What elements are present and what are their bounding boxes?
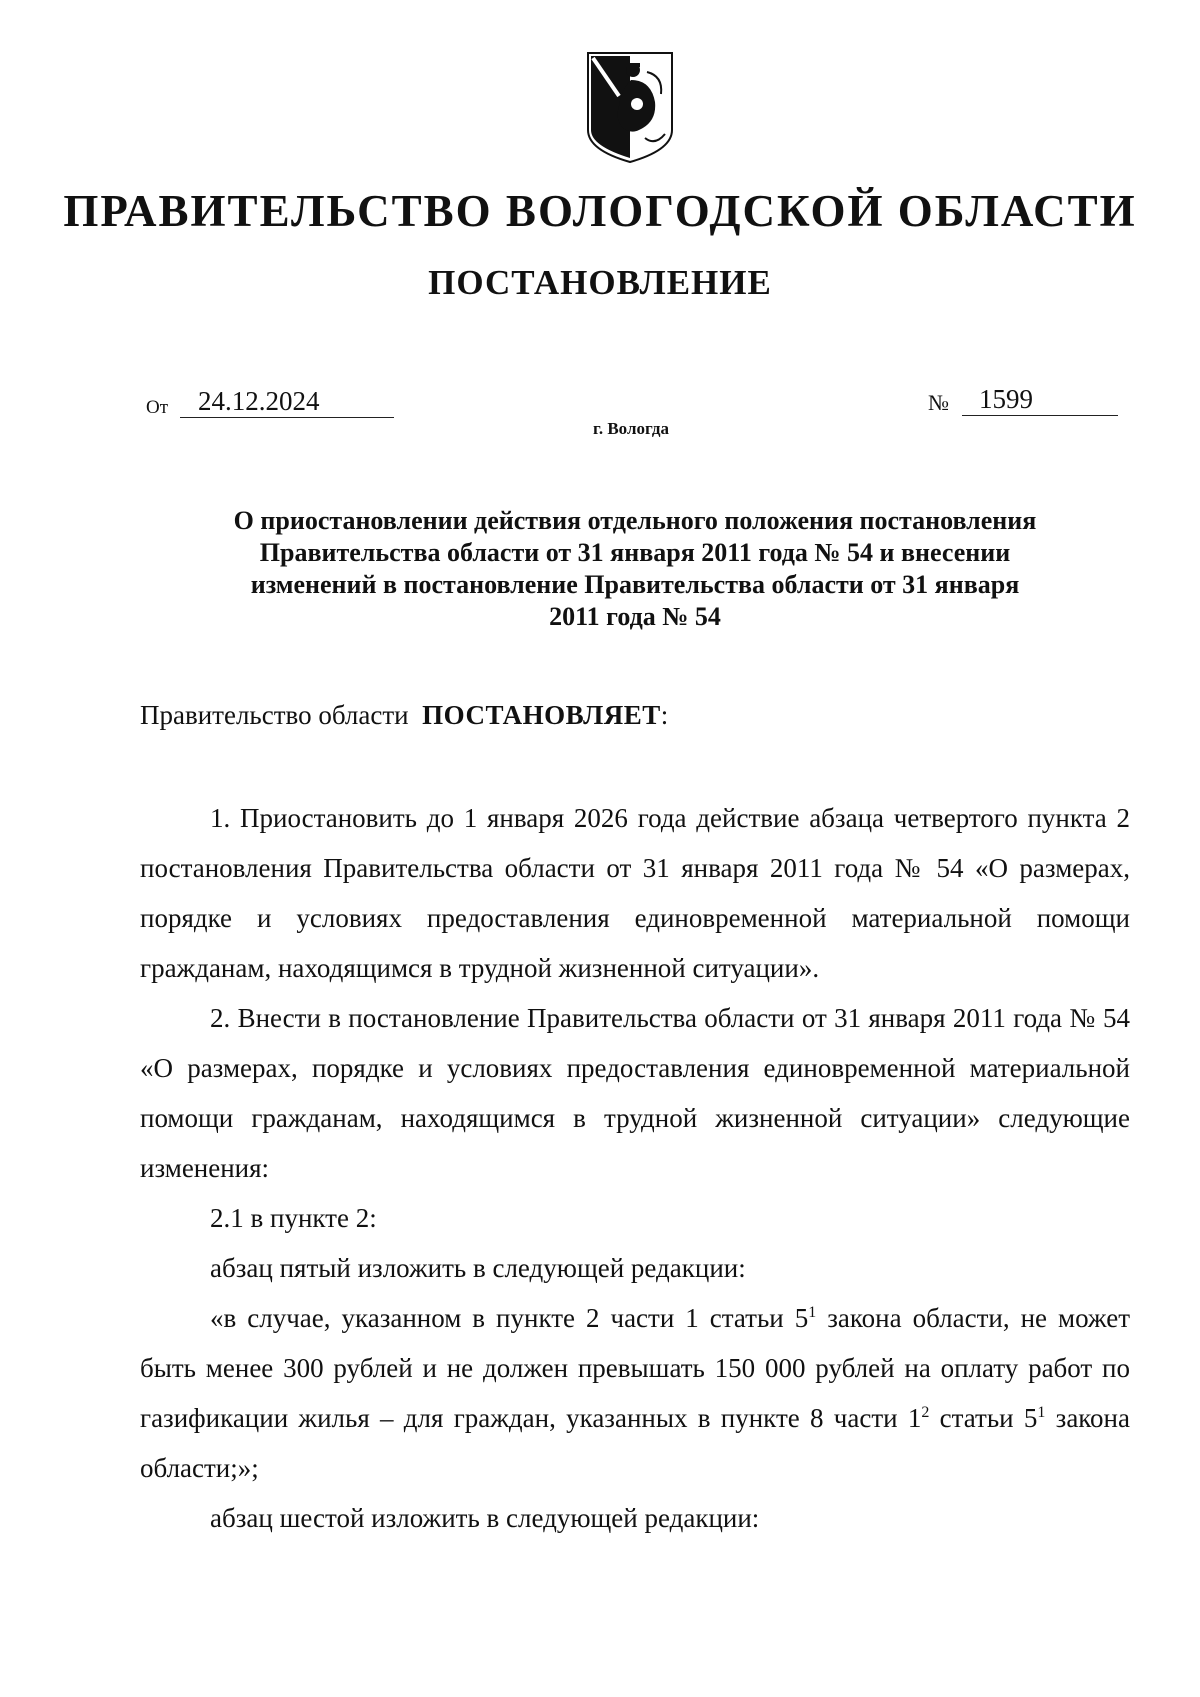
decree-verb: ПОСТАНОВЛЯЕТ bbox=[422, 700, 661, 730]
subject-line: О приостановлении действия отдельного положения постановления bbox=[233, 506, 1037, 535]
paragraph-1: 1. Приостановить до 1 января 2026 года действие абзаца четвертого пункта 2 постановления Правительства области от 31 января 2011 года № 54 «О размерах, порядке и условиях предоставления единовременной материальной помощи гражданам, находящимся в трудной жизненной ситуации». bbox=[140, 803, 1130, 983]
superscript: 1 bbox=[1037, 1404, 1046, 1421]
document-body bbox=[140, 793, 1130, 1543]
government-title: ПРАВИТЕЛЬСТВО ВОЛОГОДСКОЙ ОБЛАСТИ bbox=[63, 186, 1137, 236]
date-value: 24.12.2024 bbox=[180, 385, 394, 418]
quote-part-b: закона области, не может быть менее 300 рублей и не должен превышать 150 000 рублей на оплату работ по газификации жилья – для граждан, указанных в пункте 8 части 1 bbox=[140, 1303, 1131, 1433]
subject-line: Правительства области от 31 января 2011 года № 54 и внесении bbox=[259, 538, 1011, 567]
superscript: 1 bbox=[808, 1304, 817, 1321]
quote-part-a: «в случае, указанном в пункте 2 части 1 статьи 5 bbox=[210, 1303, 809, 1333]
document-type: ПОСТАНОВЛЕНИЕ bbox=[428, 263, 772, 302]
date-label: От bbox=[146, 397, 169, 418]
paragraph-2: 2. Внести в постановление Правительства области от 31 января 2011 года № 54 «О размерах, порядке и условиях предоставления единовременной материальной помощи гражданам, находящимся в трудной жизненной ситуации» следующие изменения: bbox=[140, 1003, 1130, 1183]
city-name: г. Вологда bbox=[593, 419, 669, 438]
decree-suffix: : bbox=[660, 700, 669, 730]
number-label: № bbox=[928, 390, 949, 415]
subject-line: изменений в постановление Правительства области от 31 января bbox=[250, 570, 1020, 599]
quote-part-d: закона области;»; bbox=[140, 1403, 1130, 1483]
decree-statement bbox=[140, 700, 668, 731]
paragraph-abzac-5: абзац пятый изложить в следующей редакции: bbox=[210, 1253, 746, 1283]
subject-line: 2011 года № 54 bbox=[549, 602, 721, 631]
number-value: 1599 bbox=[962, 383, 1118, 416]
paragraph-quote bbox=[140, 1293, 1130, 1493]
document-subject bbox=[160, 505, 1110, 633]
decree-prefix: Правительство области bbox=[140, 700, 409, 730]
superscript: 2 bbox=[921, 1404, 930, 1421]
coat-of-arms-icon bbox=[585, 50, 675, 165]
paragraph-abzac-6: абзац шестой изложить в следующей редакции: bbox=[210, 1503, 760, 1533]
quote-part-c: статьи 5 bbox=[929, 1403, 1038, 1433]
paragraph-2-1: 2.1 в пункте 2: bbox=[210, 1203, 377, 1233]
